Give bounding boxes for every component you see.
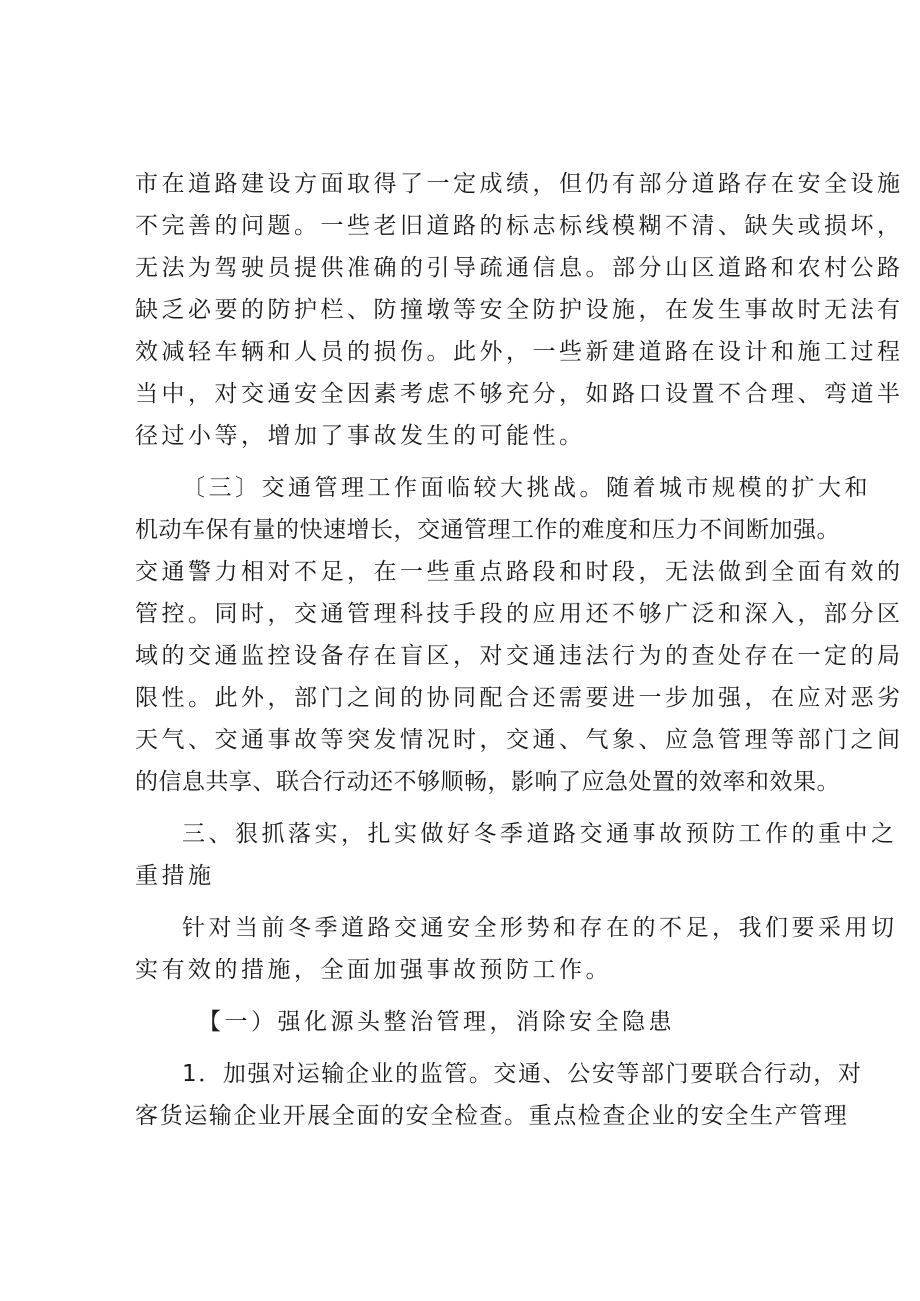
paragraph-line: 机动车保有量的快速增长，交通管理工作的难度和压力不间断加强。 xyxy=(135,517,840,543)
paragraph-line: 当中，对交通安全因素考虑不够充分，如路口设置不合理、弯道半 xyxy=(135,381,904,407)
paragraph-line: 径过小等，增加了事故发生的可能性。 xyxy=(135,423,586,449)
section-heading-line: 〔三〕交通管理工作面临较大挑战。随着城市规模的扩大和 xyxy=(182,475,871,501)
paragraph-line: 市在道路建设方面取得了一定成绩，但仍有部分道路存在安全设施 xyxy=(135,171,904,197)
paragraph-line: 无法为驾驶员提供准确的引导疏通信息。部分山区道路和农村公路 xyxy=(135,255,904,281)
paragraph-line: 交通警力相对不足，在一些重点路段和时段，无法做到全面有效的 xyxy=(135,559,904,585)
section-heading-line: 三、狠抓落实，扎实做好冬季道路交通事故预防工作的重中之 xyxy=(182,821,898,847)
paragraph-line: 域的交通监控设备存在盲区，对交通违法行为的查处存在一定的局 xyxy=(135,643,904,669)
paragraph-line: 缺乏必要的防护栏、防撞墩等安全防护设施，在发生事故时无法有 xyxy=(135,297,904,323)
paragraph-line: 限性。此外，部门之间的协同配合还需要进一步加强，在应对恶劣 xyxy=(135,685,904,711)
section-heading-line: 重措施 xyxy=(135,863,215,889)
paragraph-line: 管控。同时，交通管理科技手段的应用还不够广泛和深入，部分区 xyxy=(135,601,904,627)
paragraph-line: 天气、交通事故等突发情况时，交通、气象、应急管理等部门之间 xyxy=(135,727,904,753)
subsection-heading: 【一）强化源头整治管理，消除安全隐患 xyxy=(198,1009,675,1035)
paragraph-line: 效减轻车辆和人员的损伤。此外，一些新建道路在设计和施工过程 xyxy=(135,339,904,365)
paragraph-line: 客货运输企业开展全面的安全检查。重点检查企业的安全生产管理 xyxy=(135,1103,849,1129)
paragraph-line: 的信息共享、联合行动还不够顺畅，影响了应急处置的效率和效果。 xyxy=(135,769,840,795)
paragraph-line: 实有效的措施，全面加强事故预防工作。 xyxy=(135,957,612,983)
paragraph-line: 1．加强对运输企业的监管。交通、公安等部门要联合行动，对 xyxy=(182,1061,863,1087)
paragraph-line: 针对当前冬季道路交通安全形势和存在的不足，我们要采用切 xyxy=(182,915,898,941)
paragraph-line: 不完善的问题。一些老旧道路的标志标线模糊不清、缺失或损坏， xyxy=(135,213,904,239)
